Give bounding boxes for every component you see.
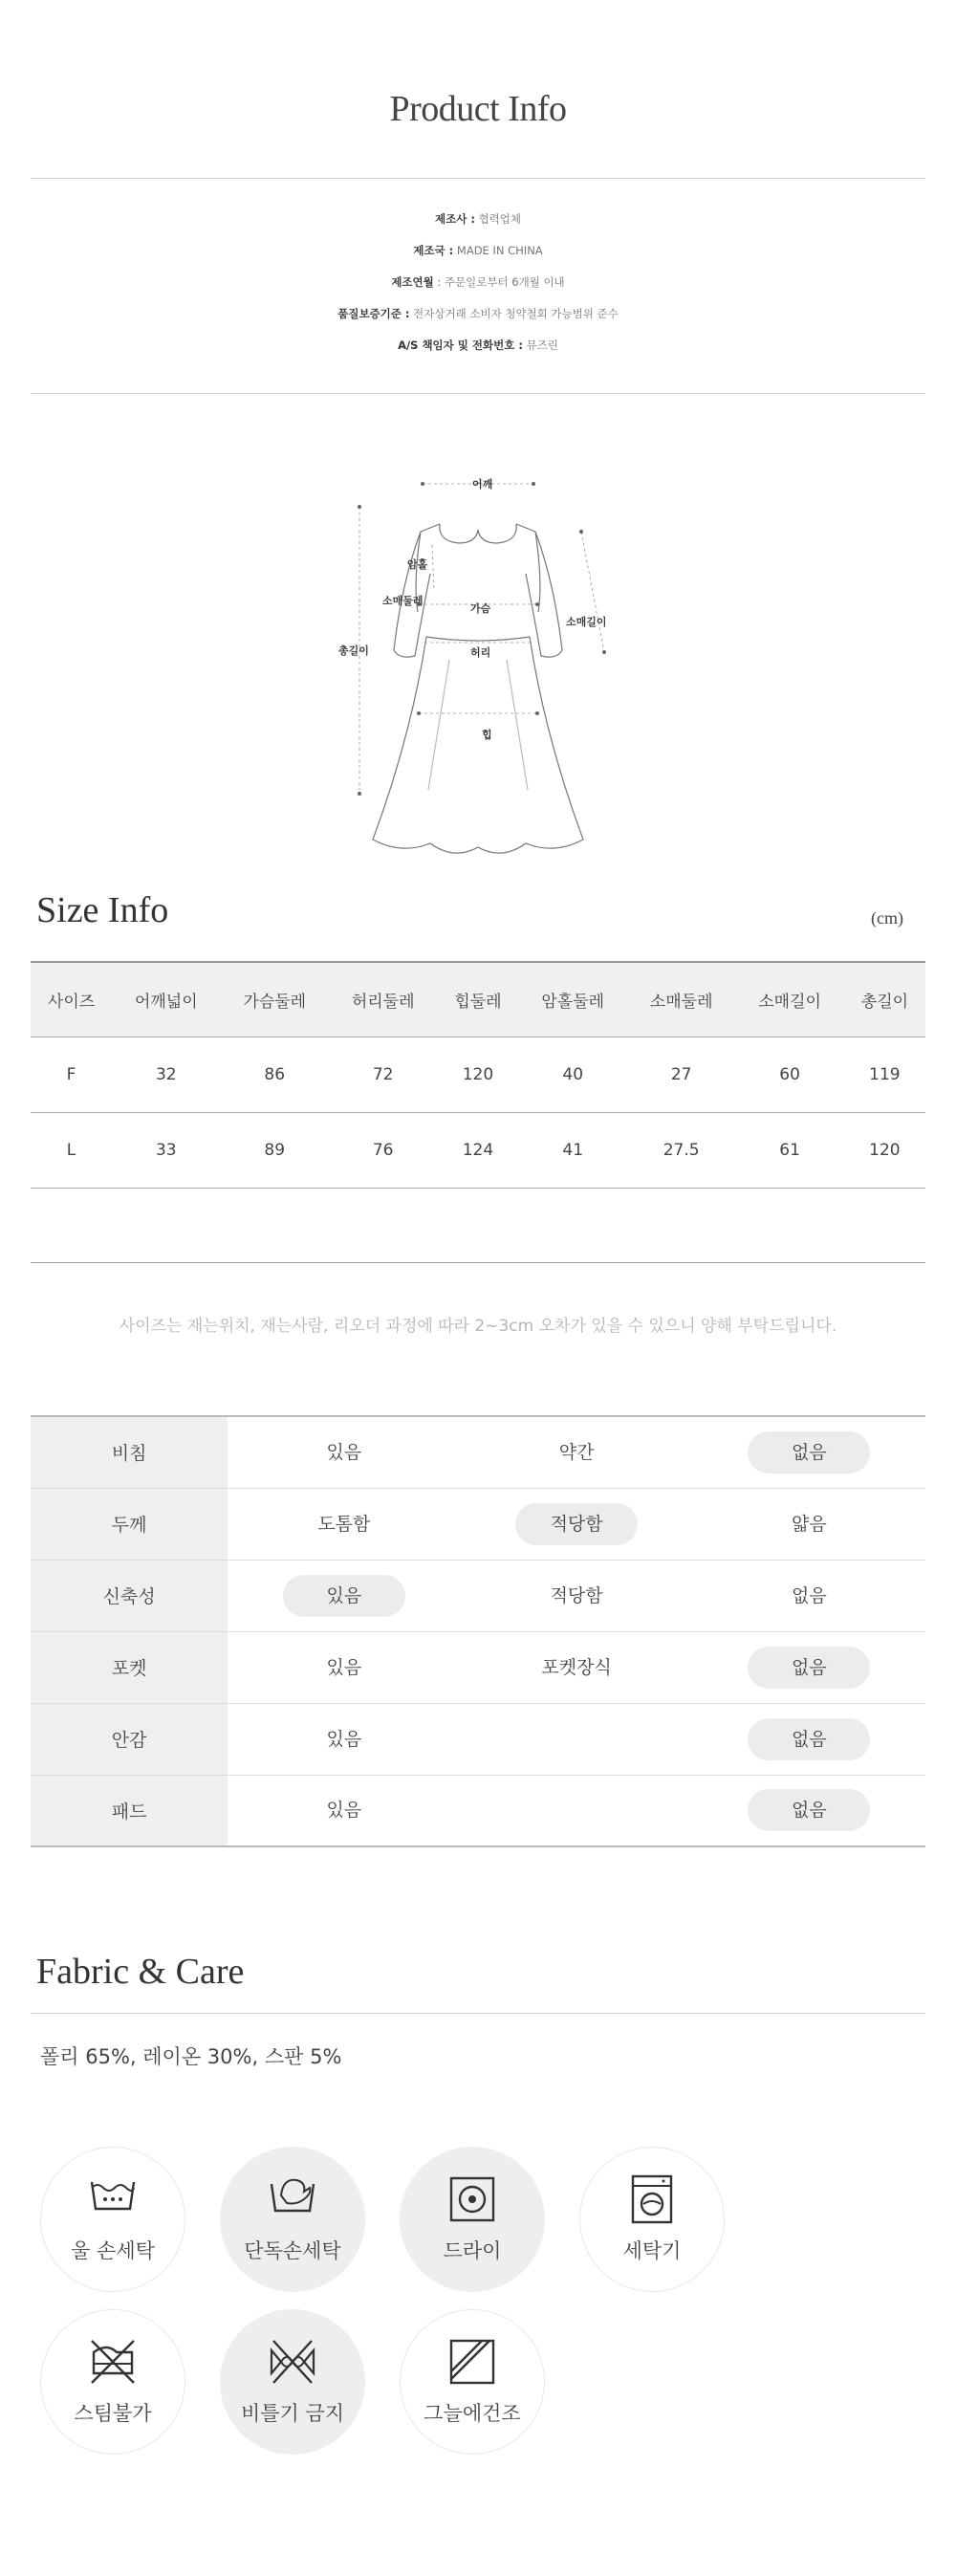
attribute-option-cell — [693, 1631, 925, 1703]
label-hip: 힙 — [482, 729, 492, 741]
attribute-option: 있음 — [326, 1800, 362, 1822]
column-header: 어깨넓이 — [112, 962, 220, 1037]
attribute-option-selected: 있음 — [283, 1575, 405, 1617]
attribute-option: 도톰함 — [317, 1513, 371, 1535]
column-header: 총길이 — [844, 962, 925, 1037]
attribute-table — [31, 1415, 925, 1847]
table-cell: 89 — [221, 1112, 329, 1188]
divider — [31, 178, 925, 179]
care-item — [400, 2309, 545, 2455]
label-shoulder: 어깨 — [472, 478, 493, 491]
care-label: 그늘에건조 — [424, 2402, 521, 2425]
care-item — [220, 2147, 365, 2292]
table-cell: 120 — [844, 1112, 925, 1188]
label-total-length: 총길이 — [338, 644, 369, 657]
info-value: 전자상거래 소비자 청약철회 가능범위 준수 — [409, 307, 619, 320]
attribute-option: 얇음 — [792, 1513, 827, 1535]
attribute-option-cell — [228, 1488, 460, 1560]
info-value: MADE IN CHINA — [453, 244, 543, 257]
column-header: 사이즈 — [31, 962, 112, 1037]
attribute-row — [31, 1488, 925, 1560]
table-cell: F — [31, 1037, 112, 1112]
attribute-name: 안감 — [31, 1703, 228, 1775]
column-header: 소매둘레 — [627, 962, 735, 1037]
info-value: : 주문일로부터 6개월 이내 — [433, 275, 565, 289]
attribute-option-cell — [228, 1416, 460, 1488]
care-label: 드라이 — [443, 2239, 502, 2262]
attribute-option: 포켓장식 — [541, 1656, 612, 1678]
attribute-name: 두께 — [31, 1488, 228, 1560]
attribute-option: 적당함 — [550, 1584, 603, 1606]
attribute-option: 없음 — [792, 1584, 827, 1606]
fabric-composition: 폴리 65%, 레이온 30%, 스판 5% — [40, 2045, 342, 2068]
divider — [31, 1262, 925, 1263]
info-label: 제조연월 — [391, 275, 434, 289]
column-header: 암홀둘레 — [519, 962, 627, 1037]
attribute-option-selected: 적당함 — [515, 1503, 638, 1545]
info-value: 협력업체 — [474, 212, 522, 226]
product-info-row — [0, 335, 956, 366]
table-row — [31, 1037, 925, 1112]
attribute-option-cell — [460, 1631, 692, 1703]
care-item — [400, 2147, 545, 2292]
column-header: 가슴둘레 — [221, 962, 329, 1037]
table-cell: 33 — [112, 1112, 220, 1188]
table-cell: 76 — [329, 1112, 437, 1188]
attribute-option: 있음 — [326, 1728, 362, 1750]
attribute-option-cell — [228, 1560, 460, 1631]
attribute-row — [31, 1703, 925, 1775]
info-value: 뮤즈린 — [522, 338, 558, 352]
column-header: 힙둘레 — [437, 962, 518, 1037]
attribute-name: 비침 — [31, 1416, 228, 1488]
product-info-row — [0, 303, 956, 335]
attribute-row — [31, 1560, 925, 1631]
washing-machine-icon — [627, 2174, 677, 2224]
product-info-row — [0, 208, 956, 240]
table-row — [31, 1112, 925, 1188]
attribute-option-cell — [460, 1488, 692, 1560]
attribute-option-cell — [693, 1416, 925, 1488]
product-info-title: Product Info — [389, 89, 567, 129]
dress-sketch — [325, 469, 631, 870]
table-header-row — [31, 962, 925, 1037]
table-cell: 41 — [519, 1112, 627, 1188]
fabric-care-title: Fabric & Care — [36, 1952, 245, 1992]
table-cell: 40 — [519, 1037, 627, 1112]
care-label: 비틀기 금지 — [240, 2402, 345, 2425]
table-cell: 27.5 — [627, 1112, 735, 1188]
size-unit: (cm) — [871, 908, 903, 928]
column-header: 소매길이 — [735, 962, 843, 1037]
attribute-option-selected: 없음 — [748, 1431, 870, 1474]
table-cell: 27 — [627, 1037, 735, 1112]
attribute-name: 신축성 — [31, 1560, 228, 1631]
table-cell: 32 — [112, 1037, 220, 1112]
info-label: A/S 책임자 및 전화번호 : — [398, 338, 523, 352]
info-label: 제조국 : — [413, 244, 454, 257]
attribute-option-cell — [460, 1416, 692, 1488]
attribute-option-cell — [228, 1631, 460, 1703]
table-cell: 119 — [844, 1037, 925, 1112]
table-cell: 72 — [329, 1037, 437, 1112]
attribute-row — [31, 1416, 925, 1488]
attribute-option-cell — [693, 1488, 925, 1560]
attribute-option-cell — [693, 1703, 925, 1775]
info-label: 품질보증기준 : — [337, 307, 410, 320]
column-header: 허리둘레 — [329, 962, 437, 1037]
attribute-option-cell — [693, 1775, 925, 1846]
attribute-option: 있음 — [326, 1656, 362, 1678]
product-info-row — [0, 272, 956, 303]
info-label: 제조사 : — [434, 212, 475, 226]
care-label: 세탁기 — [622, 2239, 682, 2262]
divider — [31, 393, 925, 394]
no-wring-icon — [268, 2337, 317, 2387]
attribute-option-cell — [693, 1560, 925, 1631]
attribute-option: 약간 — [558, 1441, 595, 1463]
table-cell: 60 — [735, 1037, 843, 1112]
attribute-option-selected: 없음 — [748, 1647, 870, 1689]
care-label: 울 손세탁 — [71, 2239, 155, 2262]
care-label: 스팀불가 — [74, 2402, 152, 2425]
size-info-title: Size Info — [36, 890, 169, 930]
attribute-row — [31, 1631, 925, 1703]
label-chest: 가슴 — [470, 602, 491, 615]
table-cell: 120 — [437, 1037, 518, 1112]
attribute-option-cell — [460, 1703, 692, 1775]
care-item — [220, 2309, 365, 2455]
size-table — [31, 961, 925, 1189]
table-cell: 124 — [437, 1112, 518, 1188]
wool-hand-wash-icon — [88, 2174, 138, 2224]
attribute-option-cell — [228, 1775, 460, 1846]
table-cell: 61 — [735, 1112, 843, 1188]
product-info-list — [0, 208, 956, 366]
table-cell: L — [31, 1112, 112, 1188]
label-waist: 허리 — [470, 646, 491, 659]
care-item — [579, 2147, 725, 2292]
table-cell: 86 — [221, 1037, 329, 1112]
label-sleeve-circumference: 소매둘레 — [382, 595, 424, 607]
divider — [31, 2013, 925, 2014]
attribute-option-selected: 없음 — [748, 1718, 870, 1760]
care-item — [40, 2147, 185, 2292]
dry-clean-icon — [447, 2174, 497, 2224]
attribute-option-cell — [228, 1703, 460, 1775]
hand-wash-separately-icon — [268, 2174, 317, 2224]
attribute-option-cell — [460, 1775, 692, 1846]
attribute-option-selected: 없음 — [748, 1789, 870, 1831]
label-armhole: 암홀 — [407, 558, 428, 571]
care-label: 단독손세탁 — [244, 2239, 341, 2262]
attribute-option — [515, 1787, 638, 1829]
product-info-row — [0, 240, 956, 272]
shade-dry-icon — [447, 2337, 497, 2387]
measurement-diagram — [325, 469, 631, 870]
no-steam-icon — [88, 2337, 138, 2387]
size-note: 사이즈는 재는위치, 재는사람, 리오더 과정에 따라 2~3cm 오차가 있을 수 있으니 양해 부탁드립니다. — [119, 1317, 837, 1336]
attribute-name: 패드 — [31, 1775, 228, 1846]
attribute-option: 있음 — [326, 1441, 362, 1463]
attribute-option-cell — [460, 1560, 692, 1631]
attribute-row — [31, 1775, 925, 1846]
attribute-name: 포켓 — [31, 1631, 228, 1703]
care-item — [40, 2309, 185, 2455]
attribute-option — [515, 1715, 638, 1757]
label-sleeve-length: 소매길이 — [566, 616, 607, 628]
